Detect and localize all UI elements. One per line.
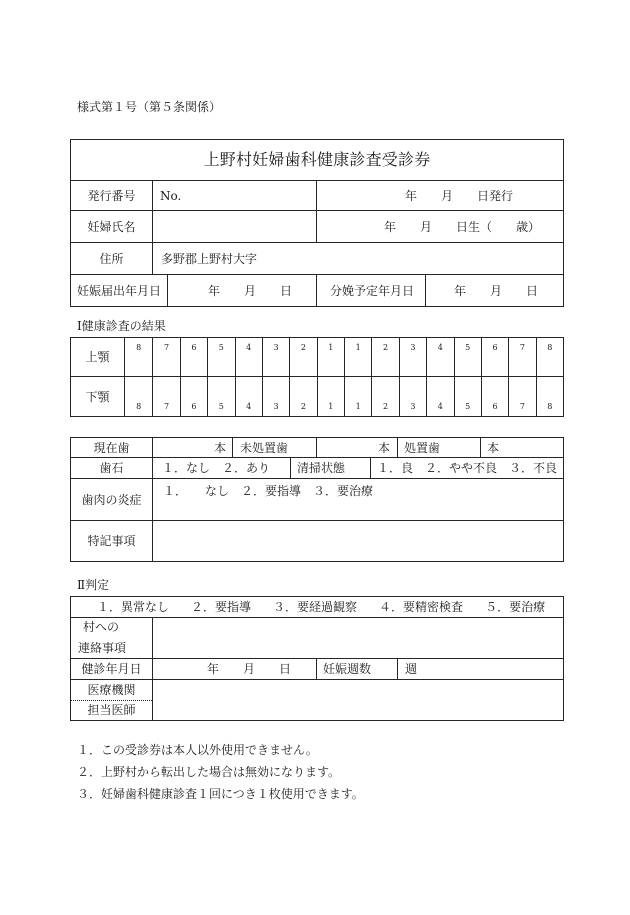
lower-jaw-label: 下顎 — [70, 376, 125, 417]
upper-tooth-12 — [426, 338, 453, 376]
form-title: 上野村妊婦歯科健康診査受診券 — [70, 139, 564, 181]
tooth-number: 8 — [136, 402, 142, 411]
upper-jaw-label: 上顎 — [70, 337, 125, 377]
judgement-options — [70, 596, 564, 618]
village-contact-label-line1: 村への — [83, 620, 120, 634]
institution-doctor-field — [152, 679, 564, 721]
tooth-number: 3 — [410, 343, 416, 352]
cleaning-label: 清掃状態 — [290, 457, 371, 479]
lower-tooth-10 — [371, 377, 398, 416]
upper-tooth-5 — [235, 338, 262, 376]
gum-inflammation-label: 歯肉の炎症 — [70, 478, 153, 521]
upper-tooth-8 — [317, 338, 344, 376]
special-notes-label: 特記事項 — [70, 520, 153, 562]
tooth-number: 4 — [246, 343, 252, 352]
calculus-label: 歯石 — [70, 457, 153, 479]
upper-tooth-4 — [207, 338, 234, 376]
tooth-number: 8 — [136, 343, 142, 352]
village-contact-label — [70, 617, 153, 659]
judgement-option: ４．要精密検査 — [379, 600, 464, 614]
exam-date-value: 年 月 日 — [152, 658, 317, 680]
note-item: ３．妊婦歯科健康診査１回につき１枚使用できます。 — [77, 787, 364, 801]
lower-tooth-8 — [317, 377, 344, 416]
upper-tooth-3 — [180, 338, 207, 376]
village-contact-field — [152, 617, 564, 659]
upper-tooth-6 — [262, 338, 289, 376]
treated-teeth-unit: 本 — [480, 437, 564, 458]
tooth-number: 3 — [273, 402, 279, 411]
lower-tooth-3 — [180, 377, 207, 416]
upper-tooth-10 — [371, 338, 398, 376]
lower-tooth-11 — [399, 377, 426, 416]
lower-tooth-4 — [207, 377, 234, 416]
tooth-number: 6 — [492, 402, 498, 411]
judgement-option: ２．要指導 — [191, 600, 252, 614]
due-date-label: 分娩予定年月日 — [316, 274, 426, 307]
upper-tooth-11 — [399, 338, 426, 376]
tooth-number: 6 — [191, 343, 197, 352]
untreated-teeth-label: 未処置歯 — [232, 437, 317, 458]
exam-date-label: 健診年月日 — [70, 658, 153, 680]
address-field: 多野郡上野村大字 — [152, 242, 564, 275]
tooth-number: 1 — [328, 343, 334, 352]
tooth-number: 1 — [355, 343, 361, 352]
tooth-number: 6 — [492, 343, 498, 352]
judgement-option: １．異常なし — [97, 600, 170, 614]
pregnancy-report-label: 妊娠届出年月日 — [70, 274, 168, 307]
lower-jaw-grid — [124, 376, 564, 417]
pregnancy-weeks-unit: 週 — [397, 658, 564, 680]
issue-date: 年 月 日発行 — [316, 180, 564, 211]
lower-tooth-16 — [536, 377, 563, 416]
institution-label: 医療機関 — [87, 682, 136, 697]
institution-doctor-labels — [70, 679, 153, 721]
birth-date: 年 月 日生（ 歳） — [316, 210, 564, 243]
note-item: １．この受診券は本人以外使用できません。 — [77, 743, 318, 757]
cleaning-options: １．良 ２．やや不良 ３．不良 — [370, 457, 564, 479]
section1-heading: Ⅰ健康診査の結果 — [77, 319, 166, 333]
name-label: 妊婦氏名 — [70, 210, 153, 243]
doctor-label: 担当医師 — [71, 700, 152, 721]
upper-tooth-7 — [289, 338, 316, 376]
issue-number-value: No. — [152, 180, 317, 211]
lower-tooth-12 — [426, 377, 453, 416]
tooth-number: 8 — [547, 402, 553, 411]
judgement-option: ３．要経過観察 — [273, 600, 358, 614]
tooth-number: 2 — [300, 402, 306, 411]
lower-tooth-13 — [454, 377, 481, 416]
tooth-number: 6 — [191, 402, 197, 411]
section2-heading: Ⅱ判定 — [77, 578, 110, 592]
form-label: 様式第１号（第５条関係） — [77, 100, 222, 114]
present-teeth-unit: 本 — [152, 437, 233, 458]
tooth-number: 4 — [246, 402, 252, 411]
tooth-number: 5 — [465, 402, 471, 411]
tooth-number: 7 — [164, 343, 170, 352]
tooth-number: 5 — [465, 343, 471, 352]
gum-inflammation-options: １． なし ２．要指導 ３．要治療 — [152, 478, 564, 521]
tooth-number: 5 — [218, 402, 224, 411]
tooth-number: 1 — [355, 402, 361, 411]
upper-tooth-9 — [344, 338, 371, 376]
upper-tooth-13 — [454, 338, 481, 376]
tooth-number: 2 — [300, 343, 306, 352]
untreated-teeth-unit: 本 — [316, 437, 398, 458]
tooth-number: 5 — [218, 343, 224, 352]
tooth-number: 7 — [164, 402, 170, 411]
lower-tooth-5 — [235, 377, 262, 416]
name-field — [152, 210, 317, 243]
tooth-number: 4 — [437, 402, 443, 411]
calculus-options: １．なし ２．あり — [152, 457, 291, 479]
lower-tooth-7 — [289, 377, 316, 416]
upper-tooth-14 — [481, 338, 508, 376]
pregnancy-weeks-label: 妊娠週数 — [316, 658, 398, 680]
upper-tooth-16 — [536, 338, 563, 376]
present-teeth-label: 現在歯 — [70, 437, 153, 458]
lower-tooth-9 — [344, 377, 371, 416]
treated-teeth-label: 処置歯 — [397, 437, 481, 458]
tooth-number: 7 — [519, 402, 525, 411]
upper-tooth-2 — [152, 338, 179, 376]
address-label: 住所 — [70, 242, 153, 275]
tooth-number: 1 — [328, 402, 334, 411]
tooth-number: 2 — [383, 402, 389, 411]
issue-number-label: 発行番号 — [70, 180, 153, 211]
upper-tooth-15 — [508, 338, 535, 376]
village-contact-label-line2: 連絡事項 — [78, 641, 127, 655]
pregnancy-report-date: 年 月 日 — [167, 274, 317, 307]
judgement-option: ５．要治療 — [485, 600, 546, 614]
lower-tooth-1 — [125, 377, 152, 416]
note-item: ２．上野村から転出した場合は無効になります。 — [77, 765, 341, 779]
lower-tooth-14 — [481, 377, 508, 416]
lower-tooth-6 — [262, 377, 289, 416]
due-date-value: 年 月 日 — [425, 274, 564, 307]
tooth-number: 7 — [519, 343, 525, 352]
special-notes-field — [152, 520, 564, 562]
lower-tooth-15 — [508, 377, 535, 416]
tooth-number: 3 — [410, 402, 416, 411]
lower-tooth-2 — [152, 377, 179, 416]
tooth-number: 8 — [547, 343, 553, 352]
upper-tooth-1 — [125, 338, 152, 376]
tooth-number: 3 — [273, 343, 279, 352]
upper-jaw-grid — [124, 337, 564, 377]
tooth-number: 4 — [437, 343, 443, 352]
tooth-number: 2 — [383, 343, 389, 352]
